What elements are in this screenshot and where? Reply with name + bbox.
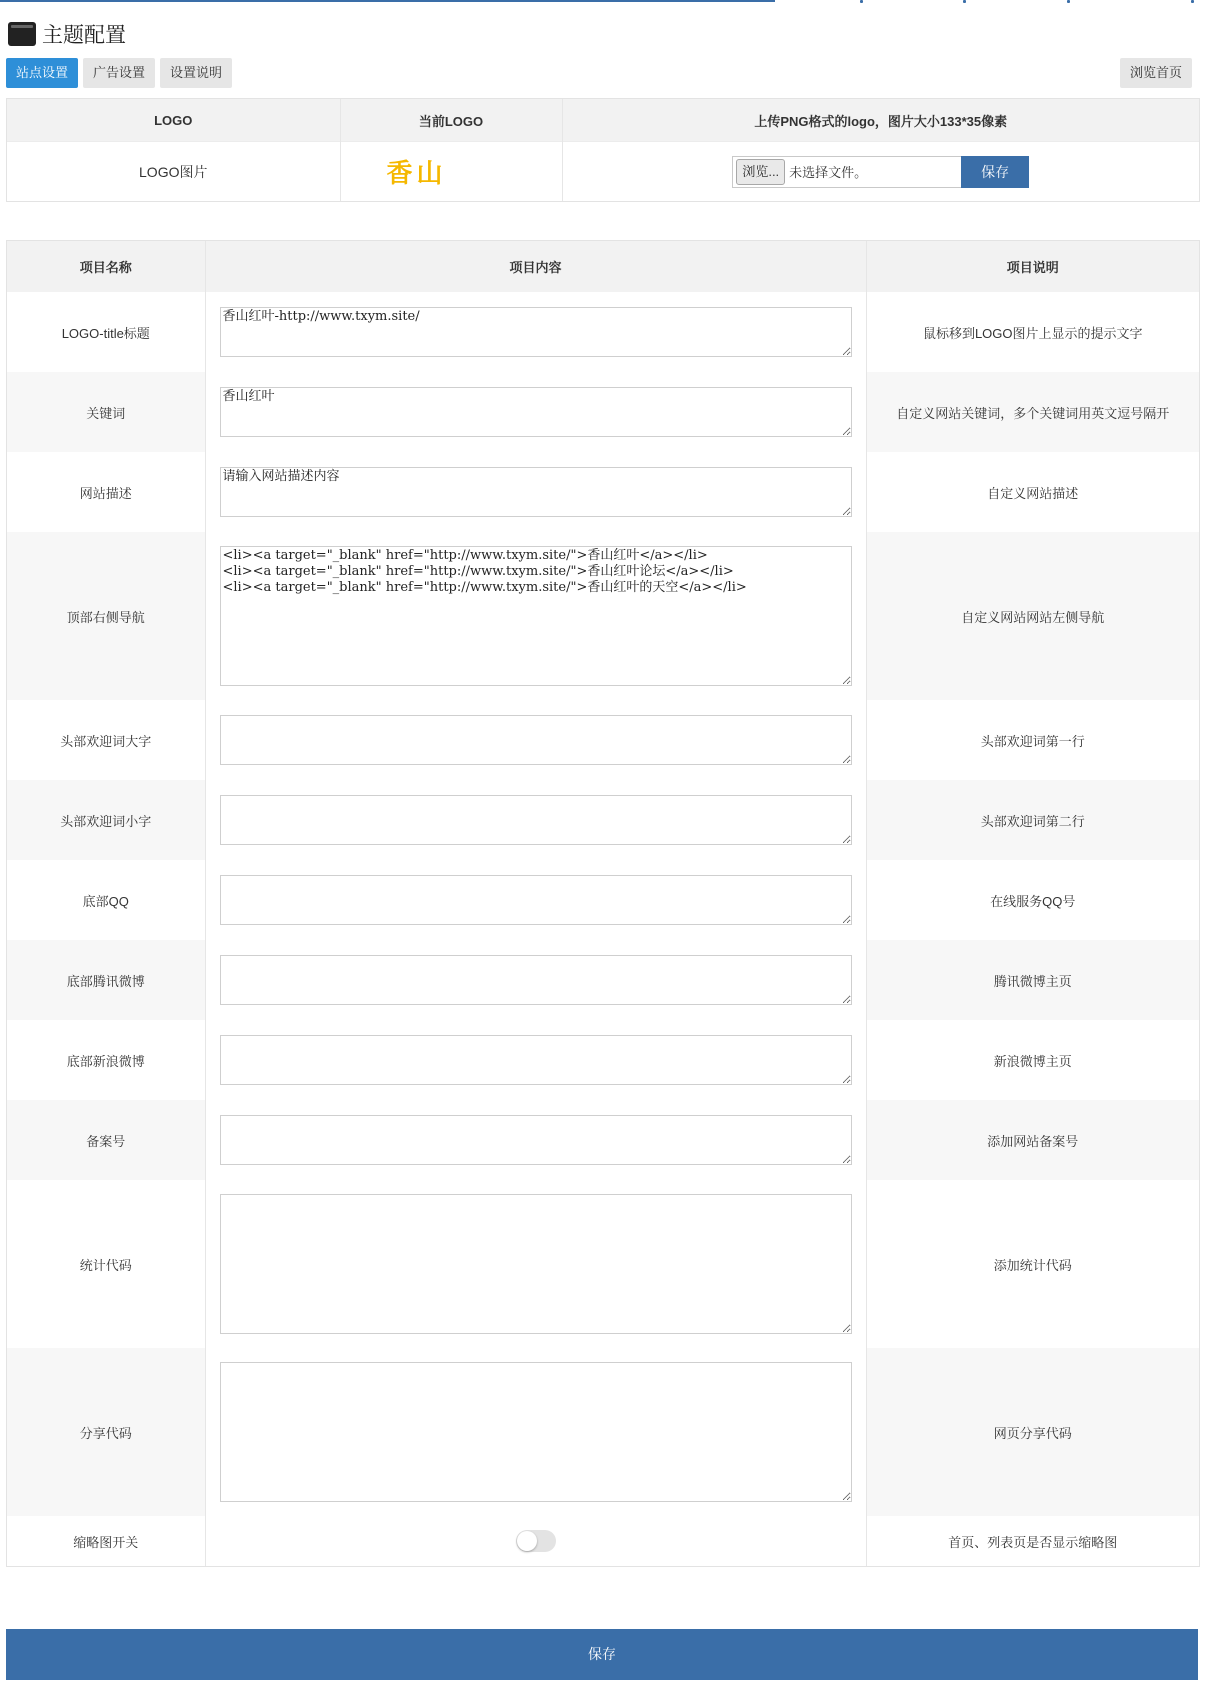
- row-input-cell: [205, 860, 866, 940]
- row-description: 自定义网站关键词，多个关键词用英文逗号隔开: [866, 372, 1199, 452]
- current-logo-header: 当前LOGO: [340, 99, 562, 142]
- row-input-cell: [205, 1348, 866, 1516]
- row-label: 分享代码: [7, 1348, 205, 1516]
- upload-logo-header: 上传PNG格式的logo，图片大小133*35像素: [562, 99, 1199, 142]
- row-input-cell: [205, 1100, 866, 1180]
- tab-site-settings[interactable]: 站点设置: [6, 58, 78, 88]
- row-label: 底部腾讯微博: [7, 940, 205, 1020]
- tab-ad-settings[interactable]: 广告设置: [83, 58, 155, 88]
- table-row: [7, 700, 1199, 780]
- thumbnail-toggle[interactable]: [516, 1530, 556, 1552]
- row-input-cell: [205, 1020, 866, 1100]
- row-label: 头部欢迎词小字: [7, 780, 205, 860]
- icp-number-input[interactable]: [220, 1115, 852, 1165]
- footer-qq-input[interactable]: [220, 875, 852, 925]
- toggle-knob: [517, 1531, 537, 1551]
- logo-header: LOGO: [7, 99, 340, 142]
- row-label: 网站描述: [7, 452, 205, 532]
- row-input-cell: [205, 372, 866, 452]
- logo-title-input[interactable]: [220, 307, 852, 357]
- file-input[interactable]: [732, 156, 1029, 188]
- keywords-input[interactable]: [220, 387, 852, 437]
- row-description: 添加网站备案号: [866, 1100, 1199, 1180]
- logo-save-button[interactable]: 保存: [961, 156, 1029, 188]
- logo-section: [6, 98, 1200, 202]
- table-row: [7, 1020, 1199, 1100]
- row-description: 鼠标移到LOGO图片上显示的提示文字: [922, 325, 1143, 341]
- window-icon: [8, 22, 36, 46]
- row-description: 自定义网站网站左侧导航: [866, 532, 1199, 700]
- table-row: [7, 452, 1199, 532]
- settings-table: [6, 240, 1200, 1567]
- upload-cell: [562, 142, 1199, 202]
- site-description-input[interactable]: [220, 467, 852, 517]
- table-row: [7, 292, 1199, 372]
- row-label: 统计代码: [7, 1180, 205, 1348]
- row-description: 新浪微博主页: [993, 1053, 1072, 1069]
- table-row-thumbnail: [7, 1516, 1199, 1566]
- row-description: 在线服务QQ号: [990, 893, 1076, 909]
- share-code-input[interactable]: [220, 1362, 852, 1502]
- row-label: 底部QQ: [7, 860, 205, 940]
- row-description: 添加统计代码: [993, 1257, 1072, 1273]
- column-desc-header: 项目说明: [866, 241, 1199, 292]
- table-row: [7, 1180, 1199, 1348]
- row-input-cell: [205, 532, 866, 700]
- row-input-cell: [205, 700, 866, 780]
- row-input-cell: [205, 1180, 866, 1348]
- table-row: [7, 1348, 1199, 1516]
- row-label: 头部欢迎词大字: [7, 700, 205, 780]
- row-description: 头部欢迎词第一行: [980, 733, 1085, 749]
- logo-label: LOGO图片: [7, 142, 340, 202]
- row-label: 顶部右侧导航: [7, 532, 205, 700]
- tencent-weibo-input[interactable]: [220, 955, 852, 1005]
- column-name-header: 项目名称: [7, 241, 205, 292]
- file-status: 未选择文件。: [789, 165, 868, 180]
- row-input-cell: [205, 940, 866, 1020]
- welcome-small-input[interactable]: [220, 795, 852, 845]
- table-row: [7, 780, 1199, 860]
- page-title: 主题配置: [42, 24, 126, 47]
- tab-settings-help[interactable]: 设置说明: [160, 58, 232, 88]
- row-label: 底部新浪微博: [7, 1020, 205, 1100]
- table-row: [7, 1100, 1199, 1180]
- table-row: [7, 372, 1199, 452]
- row-label: 缩略图开关: [7, 1516, 205, 1566]
- row-description: 腾讯微博主页: [866, 940, 1199, 1020]
- thumbnail-toggle-cell: [205, 1516, 866, 1566]
- row-input-cell: [205, 780, 866, 860]
- row-label: 关键词: [7, 372, 205, 452]
- row-label: 备案号: [7, 1100, 205, 1180]
- sina-weibo-input[interactable]: [220, 1035, 852, 1085]
- row-description: 首页、列表页是否显示缩略图: [866, 1516, 1199, 1566]
- top-nav-input[interactable]: [220, 546, 852, 686]
- row-description: 自定义网站描述: [987, 485, 1079, 501]
- row-input-cell: [205, 452, 866, 532]
- current-logo-cell: [340, 142, 562, 202]
- settings-tabs: [6, 58, 232, 88]
- logo-image: 香山: [386, 159, 447, 189]
- top-accent-line: [0, 0, 775, 2]
- row-description: 头部欢迎词第二行: [866, 780, 1199, 860]
- table-row: [7, 532, 1199, 700]
- row-description: 网页分享代码: [866, 1348, 1199, 1516]
- file-browse-button[interactable]: 浏览...: [736, 159, 785, 185]
- browse-home-button[interactable]: 浏览首页: [1120, 58, 1192, 88]
- table-row: [7, 860, 1199, 940]
- analytics-code-input[interactable]: [220, 1194, 852, 1334]
- row-input-cell: [205, 292, 866, 372]
- column-content-header: 项目内容: [205, 241, 866, 292]
- table-row: [7, 940, 1199, 1020]
- welcome-large-input[interactable]: [220, 715, 852, 765]
- save-button[interactable]: 保存: [6, 1629, 1198, 1680]
- top-accent-dots: [860, 0, 1205, 3]
- row-label: LOGO-title标题: [7, 292, 205, 372]
- page-header: [8, 18, 126, 50]
